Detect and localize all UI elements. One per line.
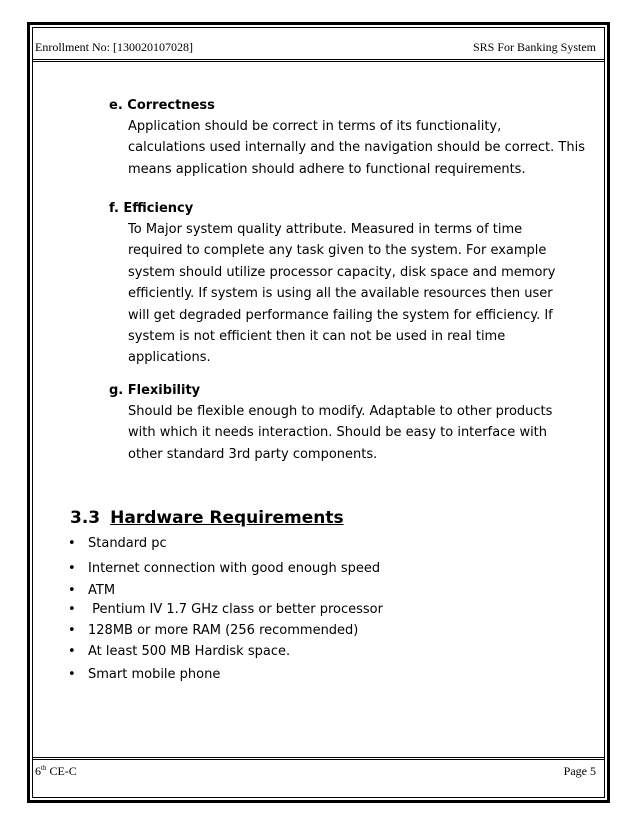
list-item [68, 623, 358, 638]
item-title: g. Flexibility [109, 383, 201, 398]
list-item [68, 583, 115, 598]
page-header [35, 40, 602, 60]
list-item [68, 644, 290, 659]
list-item-text: Standard pc [88, 536, 167, 551]
footer-class-num: 6 [35, 764, 41, 778]
item-line: will get degraded performance failing the system for efficiency. If [128, 307, 553, 323]
list-item [68, 602, 383, 617]
bullet-icon: • [68, 623, 76, 638]
item-correctness [109, 96, 599, 180]
bullet-icon: • [68, 667, 76, 682]
list-item-text: Smart mobile phone [88, 667, 221, 682]
item-body [109, 401, 599, 465]
section-number: 3.3 [70, 508, 101, 528]
item-body [109, 219, 599, 369]
item-line: system should utilize processor capacity, disk space and memory [128, 264, 556, 280]
bullet-icon: • [68, 583, 76, 598]
header-title: SRS For Banking System [472, 40, 596, 54]
item-line: Application should be correct in terms of its functionality, [128, 119, 502, 134]
bullet-icon: • [68, 536, 76, 551]
item-line: efficiently. If system is using all the available resources then user [128, 286, 553, 302]
item-line: with which it needs interaction. Should be easy to interface with [128, 425, 548, 441]
item-line: required to complete any task given to the system. For example [128, 243, 547, 259]
list-item [68, 667, 220, 682]
list-item [68, 536, 167, 551]
header-rule [33, 59, 604, 62]
section-title: Hardware Requirements [110, 508, 344, 528]
item-line: applications. [128, 350, 211, 366]
footer-class-sup: th [41, 764, 47, 772]
item-efficiency [109, 199, 599, 369]
item-line: Should be flexible enough to modify. Adaptable to other products [128, 404, 553, 419]
bullet-icon: • [68, 644, 76, 659]
item-line: other standard 3rd party components. [128, 446, 378, 462]
item-line: calculations used internally and the navigation should be correct. This [128, 140, 585, 156]
footer-class-rest: CE-C [46, 764, 77, 778]
item-body [109, 116, 599, 180]
list-item-text: ATM [88, 583, 116, 598]
header-enrollment: Enrollment No: [130020107028] [35, 40, 193, 54]
list-item-text: Internet connection with good enough speed [88, 561, 381, 576]
bullet-icon: • [68, 561, 76, 576]
footer-class [35, 764, 77, 779]
footer-rule [33, 757, 604, 760]
list-item [68, 561, 380, 576]
item-title: e. Correctness [109, 98, 215, 113]
item-line: To Major system quality attribute. Measured in terms of time [128, 222, 523, 237]
section-heading [70, 508, 344, 528]
bullet-icon: • [68, 602, 76, 617]
item-flexibility [109, 381, 599, 465]
list-item-text: Pentium IV 1.7 GHz class or better processor [88, 602, 383, 617]
list-item-text: 128MB or more RAM (256 recommended) [88, 623, 359, 638]
page-number: Page 5 [563, 764, 596, 778]
item-line: system is not efficient then it can not be used in real time [128, 329, 506, 345]
item-line: means application should adhere to functional requirements. [128, 161, 526, 177]
list-item-text: At least 500 MB Hardisk space. [88, 644, 291, 659]
item-title: f. Efficiency [109, 201, 194, 216]
